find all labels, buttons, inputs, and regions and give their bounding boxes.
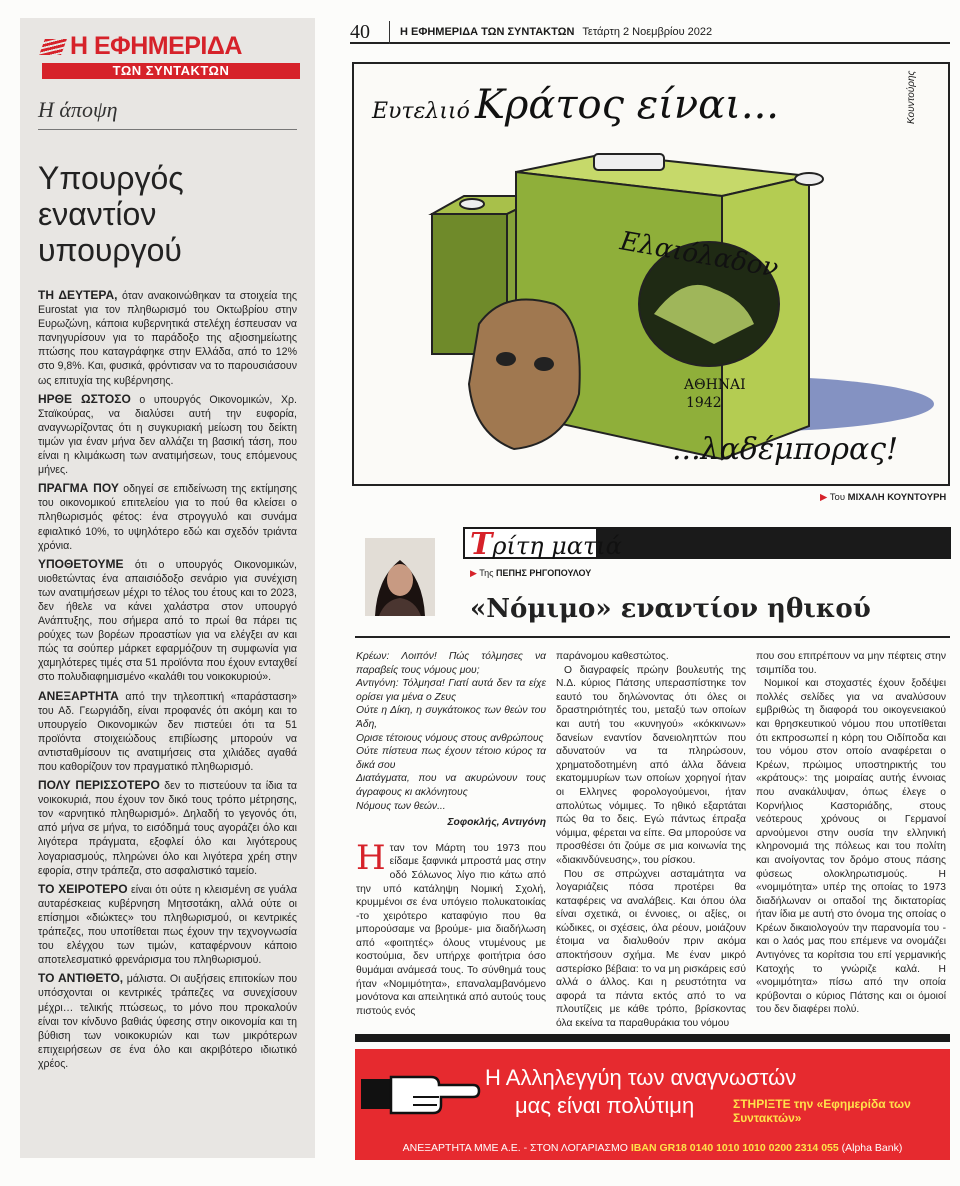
paragraph-lead: ΗΡΘΕ ΩΣΤΟΣΟ xyxy=(38,391,131,406)
column-title-rest: ρίτη ματιά xyxy=(492,532,622,560)
opinion-headline xyxy=(38,160,297,268)
masthead-title xyxy=(42,32,299,61)
article-paragraph: παράνομου καθεστώτος. xyxy=(556,651,669,662)
opinion-paragraph xyxy=(38,481,297,552)
credit-prefix: Του xyxy=(829,492,848,503)
column-title-initial: Τ xyxy=(470,527,493,562)
epigraph-line: Κρέων: Λοιπόν! Πώς τόλμησες να παραβείς τους νόμους μου; xyxy=(356,651,546,676)
article-column-3 xyxy=(756,650,946,1017)
masthead-stripes-icon xyxy=(39,39,67,55)
ad-iban-number: GR18 0140 1010 1010 0200 2314 055 xyxy=(656,1142,839,1154)
author-portrait-icon xyxy=(365,538,435,616)
running-head-date: Τετάρτη 2 Νοεμβρίου 2022 xyxy=(582,26,713,38)
epigraph-line: Διατάγματα, που να ακυρώνουν τους άγραφους κι ακλόνητους xyxy=(356,773,546,798)
ad-line-1: Η Αλληλεγγύη των αναγνωστών xyxy=(485,1065,797,1090)
divider xyxy=(355,636,950,638)
drop-cap: Η xyxy=(356,837,386,878)
cartoon-caption-small: Ευτελιιό xyxy=(372,99,470,124)
masthead-subtitle: ΤΩΝ ΣΥΝΤΑΚΤΩΝ xyxy=(42,63,300,79)
paragraph-text: είναι ότι ούτε η κλεισμένη σε γυάλα αυταρέσκειας κυβέρνηση Μητσοτάκη, αλλά ούτε οι επίσημοι «διώκτες» του πληθωρισμού, οι κεντρικές τράπεζες, που υποτίθεται πως έχουν την τεχνογνωσία του ελέγχου των τιμών, καταφέρνουν κάποιο αποτελεσματικό φρενάρισμα του πληθωρισμού. xyxy=(38,883,297,967)
epigraph-line: Νόμους των θεών... xyxy=(356,800,446,812)
solidarity-ad xyxy=(355,1049,950,1160)
pointing-hand-icon xyxy=(361,1057,481,1127)
opinion-paragraph xyxy=(38,392,297,478)
paragraph-text: δεν το πιστεύουν τα ίδια τα νοικοκυριά, που έχουν τον δικό τους τρόπο μέτρησης, τον «αρνητικό πληθωρισμό». Δηλαδή το γεγονός ότι, από μήνα σε μήνα, το εισόδημά τους αγοράζει όλο και λιγότερα πράγματα, εξοφλεί όλο και λιγότερους λογαριασμούς, πληρώνει όλο και λιγότερα χρέη στην εφορία, στην τράπεζα, στο ασφαλιστικό ταμείο. xyxy=(38,780,297,877)
paragraph-text: από την τηλεοπτική «παράσταση» του Αδ. Γεωργιάδη, είναι προφανές ότι ακόμη και το υπουργείο Οικονομικών δεν πιστεύει ότι τα 51 προϊόντα στοιχειώδους επιβίωσης μπορούν να αντισταθμίσουν τις ανατιμήσεις στα χιλιάδες αγαθά που καθορίζουν τον πραγματικό πληθωρισμό. xyxy=(38,690,297,773)
epigraph-line: Αντιγόνη: Τόλμησα! Γιατί αυτά δεν τα είχε ορίσει για μένα ο Ζευς xyxy=(356,678,546,703)
cartoon-signature: Κουντούρης xyxy=(906,70,917,124)
ad-bank-strip xyxy=(355,1137,950,1160)
ad-line-2: μας είναι πολύτιμη xyxy=(515,1093,695,1118)
epigraph-line: Ούτε πίστευα πως έχουν τέτοιο κύρος τα δικά σου xyxy=(356,746,546,771)
opinion-headline-line: εναντίον xyxy=(38,196,157,232)
opinion-paragraph xyxy=(38,778,297,878)
ad-side-text: ΣΤΗΡΙΞΤΕ την «Εφημερίδα των Συντακτών» xyxy=(733,1097,911,1125)
article-paragraph xyxy=(356,837,546,1019)
paragraph-text: μάλιστα. Οι αυξήσεις επιτοκίων που υπόσχονται οι κεντρικές τράπεζες να συνεχίσουν μέχρι… τελικής πτώσεως, το μόνο που προκαλούν είναι τον κίνδυνο βαθιάς ύφεσης στην οικονομία και τη βύθιση των νοικοκυριών και των μικρότερων επιχειρήσεων σε ένα όλο και ακριβότερο ιδιωτικό χρέος. xyxy=(38,973,298,1070)
opinion-column xyxy=(20,18,315,1158)
paragraph-text: οδηγεί σε επιδείνωση της εκτίμησης του οικονομικού επιτελείου για το πού θα κλείσει ο πληθωρισμός φέτος: ένα στρογγυλό και συνάμα εφιαλτικό 10%, το υψηλότερο εδώ και σχεδόν τριάντα χρόνια. xyxy=(38,483,297,552)
ad-bank: (Alpha Bank) xyxy=(838,1142,903,1154)
article-column-2 xyxy=(556,650,746,1031)
opinion-headline-line: Υπουργός xyxy=(38,160,184,196)
cartoon xyxy=(352,62,950,486)
epigraph-line: Ούτε η Δίκη, η συγκάτοικος των θεών του Άδη, xyxy=(356,705,546,730)
can-year: 1942 xyxy=(686,395,722,411)
byline xyxy=(470,568,591,579)
running-head xyxy=(350,22,950,44)
ad-iban-label: IBAN xyxy=(630,1142,657,1154)
paragraph-lead: ΤΟ ΧΕΙΡΟΤΕΡΟ xyxy=(38,881,128,896)
paragraph-text: ο υπουργός Οικονομικών, Χρ. Σταϊκούρας, να διαλύσει αυτή την ευφορία, αναγνωρίζοντας ότι η συγκυριακή μείωση του δείκτη τιμών για έναν μήνα δεν αλλάζει τη βασική τάση, που είναι η κλιμάκωση των ανατιμήσεων, τους επόμενους μήνες. xyxy=(38,393,297,477)
article-paragraph: Νομικοί και στοχαστές έχουν ξοδέψει πολλές σελίδες για να αναλύσουν εμβριθώς τη διαφορά του οικογενειακού και θρησκευτικού νόμου που υποτίθεται ότι εκπροσωπεί η κόρη του Οιδίποδα και του νόμου στον οποίο αναφέρεται ο Κρέων, πρώιμος υποστηρικτής του «κράτους»: της μοιραίας αυτής έννοιας που ανακάλυψαν, όπως έλεγε ο Κορνήλιος Καστοριάδης, στους νεότερους χρόνους οι Γερμανοί αρνούμενοι στην ουσία την ελληνική κληρονομιά της πόλεως και του πολίτη και ανοίγοντας τον δρόμο στους πάσης φύσεως ολοκληρωτισμούς. Η «νομιμότητα» υπέρ της οποίας το 1973 διαδήλωναν οι οπαδοί της δικτατορίας ήταν ίδια με αυτή στο όνομα της οποίας ο Κρέων δικαιολογούν την παρανομία του - και ο λαός μας που επέμενε να ονομάζει Αντιγόνες τα κορίτσια του επί γερμανικής Κατοχής το γνώριζε καλά. Η «νομιμότητα» πίσω από την οποία κρύβονται ο κύριος Πάτσης και οι όμοιοί του δεν διαφέρει πολύ. xyxy=(756,678,946,1016)
can-label: Ελαιόλαδον xyxy=(617,226,781,284)
running-head-paper: Η ΕΦΗΜΕΡΙΔΑ ΤΩΝ ΣΥΝΤΑΚΤΩΝ xyxy=(400,26,575,38)
opinion-headline-line: υπουργού xyxy=(38,232,182,268)
section-label: Η άποψη xyxy=(38,97,297,130)
article-paragraph-text: ταν τον Μάρτη του 1973 που είδαμε ξαφνικά μπροστά μας στην οδό Σόλωνος λίγο πιο κάτω από την υπό κατάληψη Νομική Σχολή, κρυμμένοι σε ένα υπόγειο πολυκατοικίας -το χειρότερο καταφύγιο που θα μπορούσαμε να βρούμε- μια διαδήλωση από «φοιτητές» όλους ντυμένους με κοστούμια, δεν υπήρχε φοιτήτρια όσο θυμάμαι ανάμεσά τους. Το σύνθημά τους ήταν «Νομιμότητα», επαναλαμβανόμενο μονότονα και απειλητικά από αυτούς τους πιστούς ενός xyxy=(356,842,546,1017)
paragraph-lead: ΤΟ ΑΝΤΙΘΕΤΟ, xyxy=(38,971,124,986)
opinion-paragraph xyxy=(38,557,297,685)
opinion-paragraph xyxy=(38,689,297,775)
masthead-title-text: Η ΕΦΗΜΕΡΙΔΑ xyxy=(70,32,242,60)
author-photo xyxy=(365,538,435,616)
cartoon-caption-big: Κράτος είναι... xyxy=(474,82,779,128)
paragraph-lead: ΠΟΛΥ ΠΕΡΙΣΣΟΤΕΡΟ xyxy=(38,778,160,793)
article-headline: «Νόμιμο» εναντίον ηθικού xyxy=(470,594,871,624)
paragraph-text: ότι ο υπουργός Οικονομικών, υιοθετώντας ένα απαισιόδοξο σενάριο για συνέχιση των ανατιμήσεων μέχρι το τέλος του έτους και το 2023, δεν ήθελε να κάνει χαλάστρα στον υπουργό Ανάπτυξης, που σήμερα από το πρωί θα πάρει τις ρούχες των βορέων προαστίων για να ελέγξει αν και πώς τα σούπερ μάρκετ εφαρμόζουν τη συμφωνία για χαμηλότερες τιμές στα 51 προϊόντα που έχουν ενταχθεί στο πολυδιαφημισμένο «καλάθι του νοικοκυριού». xyxy=(38,558,297,684)
paragraph-lead: ΥΠΟΘΕΤΟΥΜΕ xyxy=(38,556,124,571)
paragraph-lead: ΤΗ ΔΕΥΤΕΡΑ, xyxy=(38,288,118,302)
opinion-paragraph xyxy=(38,882,297,968)
ad-strip-prefix: ΑΝΕΞΑΡΤΗΤΑ ΜΜΕ Α.Ε. - ΣΤΟΝ ΛΟΓΑΡΙΑΣΜΟ xyxy=(402,1142,631,1154)
epigraph-source: Σοφοκλής, Αντιγόνη xyxy=(447,817,546,829)
can-city: ΑΘΗΝΑΙ xyxy=(684,377,746,393)
byline-name: ΠΕΠΗΣ ΡΗΓΟΠΟΥΛΟΥ xyxy=(495,568,592,578)
paragraph-lead: ΑΝΕΞΑΡΤΗΤΑ xyxy=(38,688,119,703)
cartoon-caption-top xyxy=(372,82,779,128)
byline-prefix: Της xyxy=(479,568,496,578)
opinion-paragraph xyxy=(38,971,297,1071)
credit-name: ΜΙΧΑΛΗ ΚΟΥΝΤΟΥΡΗ xyxy=(847,492,947,503)
cartoon-caption-bottom: ...λαδέμπορας! xyxy=(672,432,899,467)
article-paragraph: Ο διαγραφείς πρώην βουλευτής της Ν.Δ. κύριος Πάτσης υπερασπίστηκε τον εαυτό του δηλώνοντας ότι όλες οι δραστηριότητές του, μεταξύ των οποίων και αυτή του «κυνηγού» «κόκκινων» δανείων εναντίον δανειοληπτών που αδυνατούν να τα πληρώσουν, χρηματοδοτημένη από άλλα δάνεια εκατομμυρίων των οποίων χορηγοί ήταν οι Ελληνες φορολογούμενοι, ήταν απολύτως νόμιμες. Το ηθικό εξαρτάται πώς θα το δεις. Εγώ πάντως έπραξα νόμιμα, φέρεται να είπε. Θα μπορούσε να προσθέσει ότι ζούμε σε μια κοινωνία της «διακινδύνευσης», του ρίσκου. xyxy=(556,664,746,866)
article-column-1 xyxy=(356,650,546,1018)
epigraph-line: Ορισε τέτοιους νόμους στους ανθρώπους xyxy=(356,732,544,744)
paragraph-lead: ΠΡΑΓΜΑ ΠΟΥ xyxy=(38,481,119,496)
article-paragraph: Που σε σπρώχνει ασταμάτητα να λογαριάζεις πόσα προτέρει θα καταφέρεις να αναλάβεις. Και όπου όλα είναι σχετικά, οι έννοιες, οι αξίες, οι κώδικες, οι σχέσεις, όλα ρέουν, μοιάζουν έτοιμα να διαλυθούν πριν ακόμα αποκτήσουν σχήμα. Με έναν μικρό αστερίσκο βέβαια: το να μη ρισκάρεις εσύ αλλά ο άλλος. Και η ρευστότητα να αφορά τα πάντα εκτός από το να πλουτίζεις με κάθε τρόπο, βρίσκοντας όλα εκείνα τα παραθυράκια του νόμου xyxy=(556,868,746,1030)
divider xyxy=(355,1034,950,1042)
triangle-arrow-icon: ▶ xyxy=(820,492,828,503)
masthead xyxy=(20,18,315,79)
triangle-arrow-icon: ▶ xyxy=(470,568,477,578)
paragraph-text: όταν ανακοινώθηκαν τα στοιχεία της Eurostat για τον πληθωρισμό του Οκτωβρίου στην Ευρωζώνη, κάποια κυβερνητικά στελέχη έσπευσαν να πανηγυρίσουν για το παράδοξο της αξιοσημείωτης πτώσης που καταγράφηκε στην Ελλάδα, από το 12% στο 9,8%. Και, φυσικά, φρόντισαν να το παρουσιάσουν ως επιτυχία της κυβέρνησης. xyxy=(38,290,297,387)
opinion-body xyxy=(38,288,297,1071)
column-title xyxy=(470,527,622,562)
sack-icon xyxy=(469,300,580,450)
page-number: 40 xyxy=(350,21,390,44)
article-paragraph: που σου επιτρέπουν να μην πέφτεις στην τσιμπίδα του. xyxy=(756,651,946,676)
cartoon-credit xyxy=(820,492,946,503)
opinion-paragraph xyxy=(38,288,297,388)
epigraph xyxy=(356,650,546,830)
